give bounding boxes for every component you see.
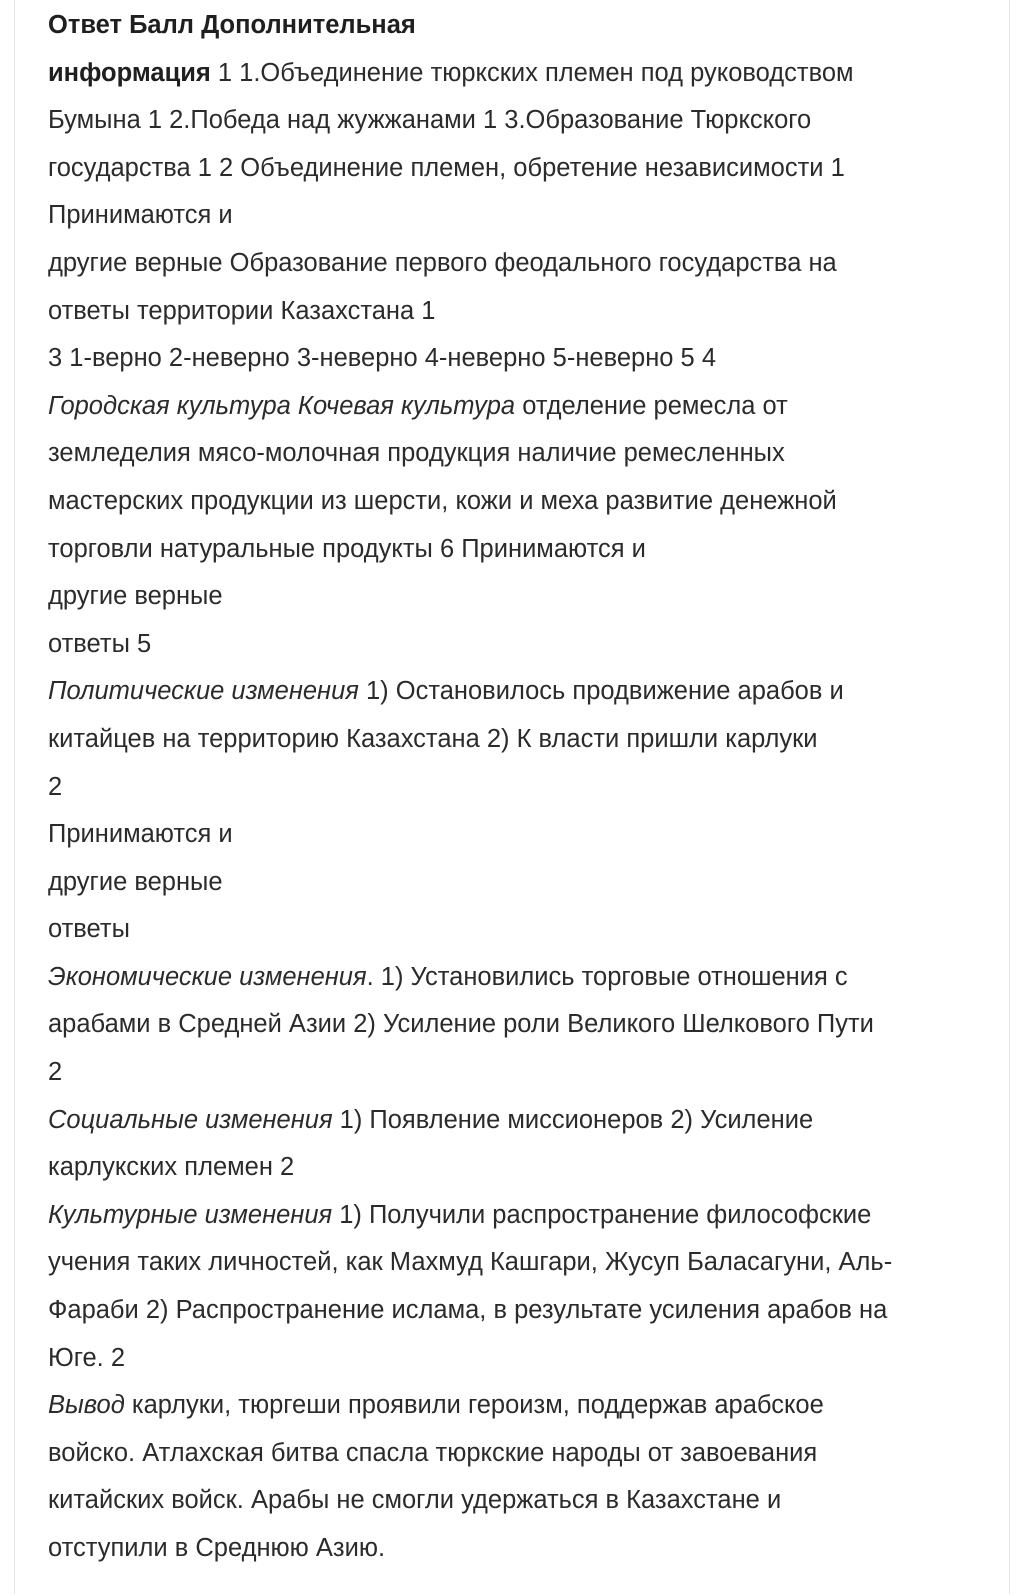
text-line xyxy=(48,1001,998,1049)
text-line xyxy=(48,573,998,621)
italic-term: Экономические изменения xyxy=(48,962,367,991)
text-segment: ответы xyxy=(48,915,130,944)
text-segment: 2 xyxy=(48,1058,63,1087)
text-line xyxy=(48,430,998,478)
text-segment: торговли натуральные продукты 6 Принимаются и xyxy=(48,534,646,563)
text-segment: карлукских племен 2 xyxy=(48,1153,295,1182)
bold-heading: информация xyxy=(48,58,211,87)
text-line xyxy=(48,1525,998,1573)
text-segment: ответы 5 xyxy=(48,629,152,658)
text-segment: Принимаются и xyxy=(48,201,233,230)
text-segment: 2 xyxy=(48,772,63,801)
text-line xyxy=(48,335,998,383)
text-segment: другие верные Образование первого феодального государства на xyxy=(48,248,837,277)
text-line xyxy=(48,50,998,98)
text-line xyxy=(48,192,998,240)
text-line xyxy=(48,526,998,574)
text-line xyxy=(48,954,998,1002)
italic-term: Политические изменения xyxy=(48,677,359,706)
text-line xyxy=(48,716,998,764)
text-segment: 3 1-верно 2-неверно 3-неверно 4-неверно 5-неверно 5 4 xyxy=(48,344,717,373)
text-line xyxy=(48,764,998,812)
text-line xyxy=(48,2,998,50)
text-line xyxy=(48,97,998,145)
text-line xyxy=(48,1287,998,1335)
text-line xyxy=(48,1239,998,1287)
italic-term: Социальные изменения xyxy=(48,1105,333,1134)
text-line xyxy=(48,1192,998,1240)
text-line xyxy=(48,478,998,526)
text-segment: 1) Получили распространение философские xyxy=(332,1200,872,1229)
text-line xyxy=(48,145,998,193)
text-line xyxy=(48,1477,998,1525)
text-line xyxy=(48,1049,998,1097)
italic-term: Городская культура Кочевая культура xyxy=(48,391,516,420)
italic-term: Вывод xyxy=(48,1391,125,1420)
text-segment: Юге. 2 xyxy=(48,1343,126,1372)
text-line xyxy=(48,1335,998,1383)
text-segment: 1 1.Объединение тюркских племен под руководством xyxy=(210,58,854,87)
answer-text xyxy=(48,2,998,1573)
text-segment: китайских войск. Арабы не смогли удержаться в Казахстане и xyxy=(48,1486,782,1515)
text-line xyxy=(48,383,998,431)
text-line xyxy=(48,240,998,288)
text-segment: 1) Появление миссионеров 2) Усиление xyxy=(332,1105,814,1134)
text-segment: Принимаются и xyxy=(48,820,233,849)
text-segment: карлуки, тюргеши проявили героизм, поддержав арабское xyxy=(124,1391,824,1420)
text-segment: отступили в Среднюю Азию. xyxy=(48,1534,386,1562)
text-line xyxy=(48,1144,998,1192)
italic-term: Культурные изменения xyxy=(48,1200,333,1229)
text-segment: государства 1 2 Объединение племен, обретение независимости 1 xyxy=(48,153,845,182)
text-line xyxy=(48,668,998,716)
text-segment: учения таких личностей, как Махмуд Кашгари, Жусуп Баласагуни, Аль- xyxy=(48,1248,893,1277)
text-segment: отделение ремесла от xyxy=(515,391,788,420)
text-line xyxy=(48,1382,998,1430)
bold-heading: Ответ Балл Дополнительная xyxy=(48,11,416,39)
text-segment: войско. Атлахская битва спасла тюркские народы от завоевания xyxy=(48,1438,818,1467)
text-line xyxy=(48,859,998,907)
text-segment: Фараби 2) Распространение ислама, в результате усиления арабов на xyxy=(48,1296,888,1325)
text-line xyxy=(48,906,998,954)
text-segment: другие верные xyxy=(48,582,223,611)
text-line xyxy=(48,1430,998,1478)
text-segment: . 1) Установились торговые отношения с xyxy=(366,962,848,991)
text-line xyxy=(48,811,998,859)
text-segment: Бумына 1 2.Победа над жужжанами 1 3.Образование Тюркского xyxy=(48,106,812,135)
text-segment: арабами в Средней Азии 2) Усиление роли Великого Шелкового Пути xyxy=(48,1010,874,1039)
text-segment: китайцев на территорию Казахстана 2) К власти пришли карлуки xyxy=(48,724,818,753)
text-segment: земледелия мясо-молочная продукция наличие ремесленных xyxy=(48,439,785,468)
text-segment: другие верные xyxy=(48,867,223,896)
text-line xyxy=(48,621,998,669)
text-segment: 1) Остановилось продвижение арабов и xyxy=(358,677,844,706)
text-segment: мастерских продукции из шерсти, кожи и меха развитие денежной xyxy=(48,486,837,515)
text-line xyxy=(48,288,998,336)
text-line xyxy=(48,1097,998,1145)
text-segment: ответы территории Казахстана 1 xyxy=(48,296,436,325)
